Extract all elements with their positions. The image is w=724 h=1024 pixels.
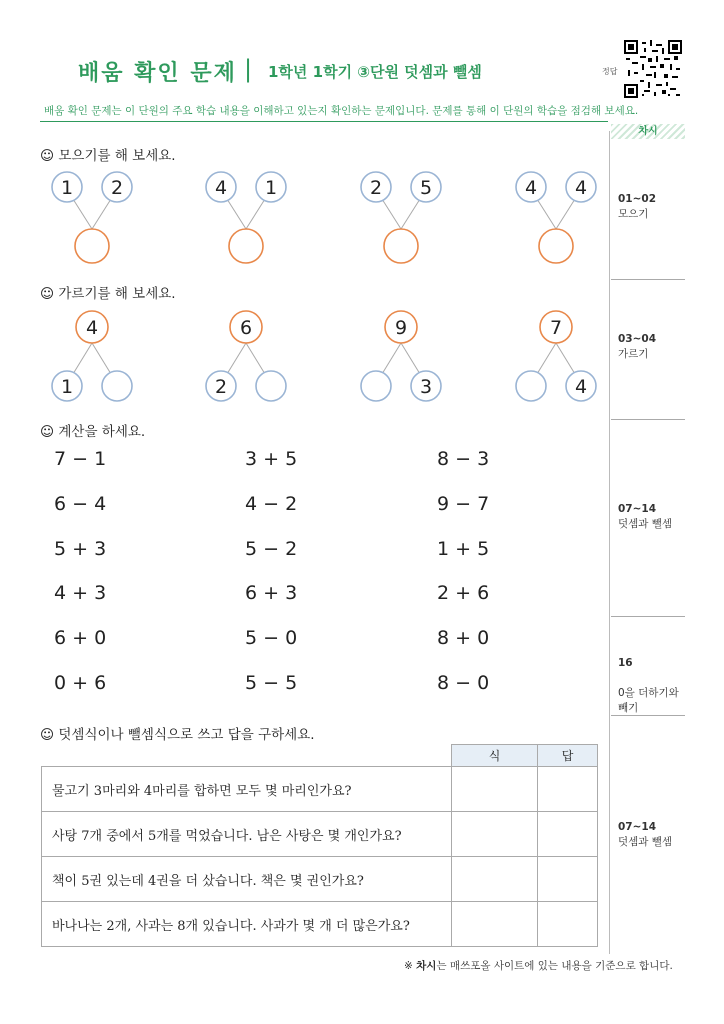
word-problem-question: 사탕 7개 중에서 5개를 먹었습니다. 남은 사탕은 몇 개인가요? <box>42 812 452 857</box>
bond-line <box>382 343 401 374</box>
calc-problem: 7 − 1 <box>54 448 107 470</box>
sidebar-entry-code: 03~04 <box>618 333 657 345</box>
gather-total-answer-circle[interactable] <box>539 229 573 263</box>
gather-part-circle-number: 4 <box>524 177 538 199</box>
gather-part-circle-number: 5 <box>419 177 433 199</box>
bond-line <box>537 343 556 374</box>
answer-cell[interactable] <box>538 902 598 947</box>
bond-line <box>401 343 420 374</box>
sidebar-entry-label: 덧셈과 뺄셈 <box>618 518 673 530</box>
bond-line <box>227 199 246 229</box>
calc-problem: 1 + 5 <box>437 537 490 560</box>
calc-problem: 4 − 2 <box>245 492 298 515</box>
calc-problem: 5 − 0 <box>245 627 298 650</box>
split-total-circle-number: 7 <box>549 317 563 339</box>
expression-answer-cell[interactable] <box>452 812 538 857</box>
sidebar-divider <box>611 279 685 280</box>
calc-problem: 8 + 0 <box>437 627 490 650</box>
calc-problem: 5 + 3 <box>54 537 107 560</box>
bond-line <box>556 343 575 374</box>
calc-problem: 5 − 5 <box>245 672 298 694</box>
section-heading-calc: ☺ 계산을 하세요. <box>40 424 146 440</box>
sidebar-entry-label: 가르기 <box>618 348 649 360</box>
table-row <box>42 902 598 947</box>
sidebar-heading: 차시 <box>611 124 685 139</box>
split-total-circle-number: 6 <box>239 317 253 339</box>
column-header-answer: 답 <box>538 745 598 767</box>
number-bond-diagrams <box>0 0 610 420</box>
section-heading-gather: ☺ 모으기를 해 보세요. <box>40 148 176 164</box>
footnote-mark: ※ <box>404 960 413 972</box>
calc-problem: 6 + 3 <box>245 582 298 605</box>
sidebar-entry <box>618 332 656 362</box>
table-row <box>42 812 598 857</box>
calc-problem: 0 + 6 <box>54 672 107 694</box>
sidebar-entry <box>618 820 672 850</box>
sidebar-entry <box>618 641 679 716</box>
split-part-circle-number: 3 <box>419 376 433 398</box>
calc-problem: 6 − 4 <box>54 492 107 515</box>
gather-total-answer-circle[interactable] <box>75 229 109 263</box>
word-problem-table <box>41 744 598 947</box>
qr-code-icon[interactable] <box>624 40 682 98</box>
title-divider: | <box>244 55 253 83</box>
gather-part-circle-number: 4 <box>214 177 228 199</box>
split-part-circle-number: 2 <box>214 376 228 398</box>
sidebar-entry <box>618 502 672 532</box>
expression-answer-cell[interactable] <box>452 902 538 947</box>
expression-answer-cell[interactable] <box>452 767 538 812</box>
sidebar-entry-code: 07~14 <box>618 821 657 833</box>
table-corner <box>42 745 452 767</box>
sidebar-divider <box>611 715 685 716</box>
bond-line <box>537 199 556 229</box>
split-part-circle[interactable] <box>516 371 546 401</box>
bond-line <box>73 343 92 374</box>
calc-problem: 6 + 0 <box>54 627 107 650</box>
bond-line <box>401 199 420 229</box>
bond-line <box>246 343 265 374</box>
page-title: 배움 확인 문제 <box>78 61 237 86</box>
footnote <box>404 958 673 973</box>
column-header-expression: 식 <box>452 745 538 767</box>
sidebar-entry-code: 01~02 <box>618 193 657 205</box>
split-total-circle-number: 4 <box>85 317 99 339</box>
calc-problem: 3 + 5 <box>245 448 298 470</box>
sidebar-divider <box>611 616 685 617</box>
gather-part-circle-number: 1 <box>60 177 74 199</box>
sidebar-entry-label: 0을 더하기와 빼기 <box>618 687 679 714</box>
intro-text: 배움 확인 문제는 이 단원의 주요 학습 내용을 이해하고 있는지 확인하는 문제입니다. 문제를 통해 이 단원의 학습을 점검해 보세요. <box>44 105 639 117</box>
answer-cell[interactable] <box>538 857 598 902</box>
split-part-circle[interactable] <box>102 371 132 401</box>
table-row <box>42 857 598 902</box>
answer-cell[interactable] <box>538 812 598 857</box>
gather-part-circle-number: 1 <box>264 177 278 199</box>
page-subtitle: 1학년 1학기 ③단원 덧셈과 뺄셈 <box>268 63 482 81</box>
sidebar-divider <box>611 419 685 420</box>
sidebar-entry-code: 07~14 <box>618 503 657 515</box>
bond-line <box>73 199 92 229</box>
expression-answer-cell[interactable] <box>452 857 538 902</box>
section-heading-split: ☺ 가르기를 해 보세요. <box>40 286 176 302</box>
word-problem-question: 책이 5권 있는데 4권을 더 샀습니다. 책은 몇 권인가요? <box>42 857 452 902</box>
word-problem-question: 물고기 3마리와 4마리를 합하면 모두 몇 마리인가요? <box>42 767 452 812</box>
calc-problem: 4 + 3 <box>54 582 107 605</box>
bond-line <box>92 343 111 374</box>
footnote-bold: 차시 <box>416 960 437 972</box>
bond-line <box>382 199 401 229</box>
calc-problem: 8 − 3 <box>437 448 490 470</box>
split-total-circle-number: 9 <box>394 317 408 339</box>
word-problem-question: 바나나는 2개, 사과는 8개 있습니다. 사과가 몇 개 더 많은가요? <box>42 902 452 947</box>
gather-part-circle-number: 4 <box>574 177 588 199</box>
answer-cell[interactable] <box>538 767 598 812</box>
split-part-circle-number: 4 <box>574 376 588 398</box>
footnote-text: 는 매쓰포올 사이트에 있는 내용을 기준으로 합니다. <box>436 960 673 972</box>
table-row <box>42 767 598 812</box>
section-heading-word: ☺ 덧셈식이나 뺄셈식으로 쓰고 답을 구하세요. <box>40 727 315 743</box>
gather-part-circle-number: 2 <box>369 177 383 199</box>
gather-total-answer-circle[interactable] <box>384 229 418 263</box>
sidebar-entry-code: 16 <box>618 657 633 669</box>
answer-label: 정답 <box>602 67 618 76</box>
split-part-circle-number: 1 <box>60 376 74 398</box>
gather-part-circle-number: 2 <box>110 177 124 199</box>
gather-total-answer-circle[interactable] <box>229 229 263 263</box>
calc-problem: 5 − 2 <box>245 537 298 560</box>
calc-problem: 8 − 0 <box>437 672 490 694</box>
bond-line <box>246 199 265 229</box>
bond-line <box>556 199 575 229</box>
sidebar-entry-label: 덧셈과 뺄셈 <box>618 836 673 848</box>
sidebar-entry-label: 모으기 <box>618 208 649 220</box>
split-part-circle[interactable] <box>256 371 286 401</box>
split-part-circle[interactable] <box>361 371 391 401</box>
bond-line <box>227 343 246 374</box>
calc-problem: 9 − 7 <box>437 492 490 515</box>
bond-line <box>92 199 111 229</box>
sidebar-entry <box>618 192 656 222</box>
calc-problem: 2 + 6 <box>437 582 490 605</box>
